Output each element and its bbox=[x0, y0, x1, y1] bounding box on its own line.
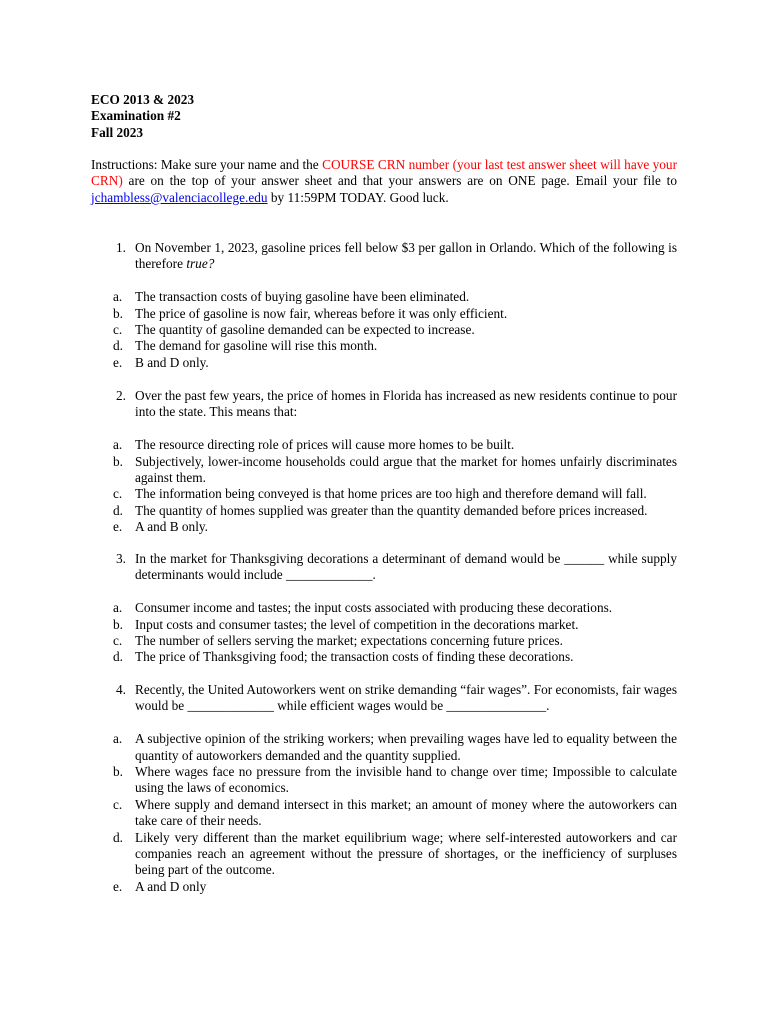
question-1 bbox=[91, 240, 677, 371]
option-letter: e. bbox=[113, 878, 123, 894]
option-text: A and D only bbox=[135, 878, 207, 894]
option-text: Consumer income and tastes; the input costs associated with producing these decorations. bbox=[135, 600, 613, 616]
option-letter: b. bbox=[113, 453, 123, 469]
answer-option bbox=[91, 486, 677, 502]
question-text: Over the past few years, the price of homes in Florida has increased as new residents continue to pour into the state. This means that: bbox=[135, 388, 677, 420]
option-text: The demand for gasoline will rise this month. bbox=[135, 338, 378, 354]
question-3 bbox=[91, 551, 677, 666]
answer-option bbox=[91, 600, 677, 616]
answer-option bbox=[91, 879, 677, 895]
question-text-italic: true? bbox=[186, 256, 215, 272]
option-letter: b. bbox=[113, 764, 123, 780]
option-letter: d. bbox=[113, 649, 123, 665]
answer-option bbox=[91, 503, 677, 519]
option-letter: c. bbox=[113, 486, 123, 502]
answer-option bbox=[91, 633, 677, 649]
option-text: The number of sellers serving the market; expectations concerning future prices. bbox=[135, 633, 563, 649]
option-letter: a. bbox=[113, 437, 123, 453]
question-number: 3. bbox=[116, 551, 126, 566]
question-number: 1. bbox=[116, 240, 126, 255]
answer-option bbox=[91, 454, 677, 487]
answer-option bbox=[91, 306, 677, 322]
answer-option bbox=[91, 731, 677, 764]
answer-option bbox=[91, 322, 677, 338]
option-text: Where wages face no pressure from the invisible hand to change over time; Impossible to calculate using the laws of economics. bbox=[135, 764, 677, 796]
answer-option bbox=[91, 797, 677, 830]
question-number: 4. bbox=[116, 682, 126, 697]
option-text: The information being conveyed is that home prices are too high and therefore demand will fall. bbox=[135, 486, 647, 502]
course-title: ECO 2013 & 2023 bbox=[91, 92, 195, 107]
answer-option bbox=[91, 519, 677, 535]
option-letter: c. bbox=[113, 633, 123, 649]
option-text: A and B only. bbox=[135, 519, 209, 535]
option-text: Where supply and demand intersect in this market; an amount of money where the autoworkers can take care of their needs. bbox=[135, 796, 677, 829]
question-text bbox=[135, 240, 677, 273]
option-letter: b. bbox=[113, 616, 123, 632]
exam-title: Examination #2 bbox=[91, 108, 181, 124]
option-letter: e. bbox=[113, 354, 123, 370]
option-text: The quantity of gasoline demanded can be expected to increase. bbox=[135, 322, 475, 338]
option-text: The price of Thanksgiving food; the transaction costs of finding these decorations. bbox=[135, 649, 574, 665]
answer-option bbox=[91, 649, 677, 665]
option-letter: b. bbox=[113, 305, 123, 321]
term-label: Fall 2023 bbox=[91, 124, 144, 140]
question-text-main: On November 1, 2023, gasoline prices fell below $3 per gallon in Orlando. Which of the following is therefore bbox=[135, 240, 677, 272]
crn-notice: COURSE CRN number (your last test answer sheet will have your CRN) bbox=[91, 157, 678, 189]
option-text: Subjectively, lower-income households could argue that the market for homes unfairly discriminates against them. bbox=[135, 453, 677, 486]
exam-header bbox=[91, 92, 194, 141]
option-text: Input costs and consumer tastes; the level of competition in the decorations market. bbox=[135, 616, 579, 632]
option-text: The quantity of homes supplied was greater than the quantity demanded before prices increased. bbox=[135, 502, 648, 518]
instructions-text-1: Instructions: Make sure your name and the bbox=[91, 157, 323, 172]
option-text: A subjective opinion of the striking workers; when prevailing wages have led to equality between the quantity of autoworkers demanded and the quantity supplied. bbox=[135, 731, 677, 763]
answer-options bbox=[91, 289, 677, 371]
option-letter: a. bbox=[113, 731, 123, 747]
option-letter: d. bbox=[113, 829, 123, 845]
instructions-text-2: are on the top of your answer sheet and that your answers are on ONE page. Email your file to bbox=[122, 173, 677, 189]
option-text: The resource directing role of prices will cause more homes to be built. bbox=[135, 437, 515, 453]
email-link[interactable]: jchambless@valenciacollege.edu bbox=[91, 189, 268, 205]
question-number: 2. bbox=[116, 388, 126, 403]
answer-options bbox=[91, 731, 677, 895]
option-letter: a. bbox=[113, 600, 123, 616]
option-text: Likely very different than the market equilibrium wage; where self-interested autoworkers and car companies reach an agreement without the pressure of shortages, or the inefficiency of surpluses being part of the outcome. bbox=[135, 829, 677, 878]
option-letter: c. bbox=[113, 322, 123, 338]
answer-option bbox=[91, 289, 677, 305]
option-text: B and D only. bbox=[135, 354, 209, 370]
answer-option bbox=[91, 764, 677, 797]
question-2 bbox=[91, 388, 677, 536]
answer-option bbox=[91, 355, 677, 371]
option-letter: c. bbox=[113, 796, 123, 812]
question-4 bbox=[91, 682, 677, 895]
answer-options bbox=[91, 437, 677, 535]
option-letter: d. bbox=[113, 502, 123, 518]
option-letter: d. bbox=[113, 338, 123, 354]
answer-option bbox=[91, 338, 677, 354]
answer-options bbox=[91, 600, 677, 666]
option-letter: a. bbox=[113, 289, 123, 305]
answer-option bbox=[91, 830, 677, 879]
instructions-paragraph bbox=[91, 157, 677, 206]
option-text: The transaction costs of buying gasoline have been eliminated. bbox=[135, 289, 470, 305]
instructions-text-3: by 11:59PM TODAY. Good luck. bbox=[267, 189, 449, 205]
question-text: Recently, the United Autoworkers went on strike demanding “fair wages”. For economists, fair wages would be _____________ while efficient wages would be _______________. bbox=[135, 682, 677, 714]
answer-option bbox=[91, 617, 677, 633]
option-letter: e. bbox=[113, 519, 123, 535]
question-text: In the market for Thanksgiving decorations a determinant of demand would be ______ while supply determinants would include _____________. bbox=[135, 551, 677, 583]
answer-option bbox=[91, 437, 677, 453]
option-text: The price of gasoline is now fair, whereas before it was only efficient. bbox=[135, 305, 508, 321]
